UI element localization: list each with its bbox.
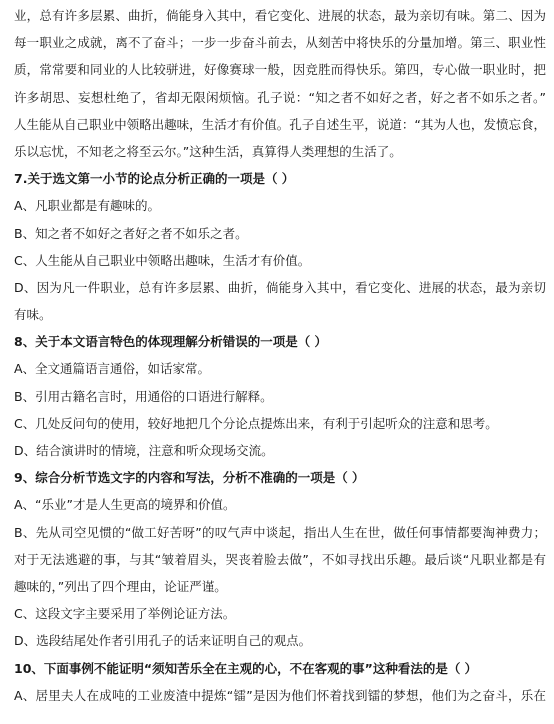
- option-b: B、知之者不如好之者好之者不如乐之者。: [14, 225, 248, 241]
- option-a: A、凡职业都是有趣味的。: [14, 198, 161, 214]
- passage-line: 每一职业之成就，离不了奋斗；一步一步奋斗前去，从刻苦中将快乐的分量加增。第三、职业性: [14, 35, 546, 51]
- question-7: [14, 165, 546, 328]
- passage-line: 许多胡思、妄想杜绝了，省却无限闲烦恼。孔子说：“知之者不如好之者，好之者不如乐之者。”: [14, 89, 546, 105]
- option-b: B、引用古籍名言时，用通俗的口语进行解释。: [14, 388, 273, 404]
- question-10: [14, 655, 546, 709]
- passage-line: 乐以忘忧，不知老之将至云尔。”这种生活，真算得人类理想的生活了。: [14, 143, 402, 159]
- question-title: 10、下面事例不能证明“须知苦乐全在主观的心，不在客观的事”这种看法的是（ ）: [14, 660, 478, 676]
- option-a: A、全文通篇语言通俗，如话家常。: [14, 361, 211, 377]
- passage-line: 质，常常要和同业的人比较骈进，好像赛球一般，因竞胜而得快乐。第四，专心做一职业时，把: [14, 62, 546, 78]
- option-c: C、几处反问句的使用，较好地把几个分论点提炼出来，有利于引起听众的注意和思考。: [14, 415, 498, 431]
- option-a: A、“乐业”才是人生更高的境界和价值。: [14, 497, 236, 513]
- option-b-cont: 趣味的，”列出了四个理由，论证严谨。: [14, 578, 227, 594]
- question-9: [14, 464, 546, 654]
- passage: [14, 2, 546, 165]
- option-b: B、先从司空见惯的“做工好苦呀”的叹气声中谈起，指出人生在世，做任何事情都要淘神费力；: [14, 524, 546, 540]
- question-title: 7.关于选文第一小节的论点分析正确的一项是（ ）: [14, 171, 295, 187]
- option-a: A、居里夫人在成吨的工业废渣中提炼“镭”是因为他们怀着找到镭的梦想，他们为之奋斗，乐在: [14, 687, 546, 703]
- option-d-cont: 有味。: [14, 307, 52, 323]
- option-d: D、选段结尾处作者引用孔子的话来证明自己的观点。: [14, 633, 312, 649]
- passage-line: 人生能从自己职业中领略出趣味，生活才有价值。孔子自述生平，说道：“其为人也，发愤忘食，: [14, 116, 546, 132]
- question-8: [14, 328, 546, 464]
- option-c: C、这段文字主要采用了举例论证方法。: [14, 606, 236, 622]
- question-title: 9、综合分析节选文字的内容和写法，分析不准确的一项是（ ）: [14, 470, 365, 486]
- option-d: D、结合演讲时的情境，注意和听众现场交流。: [14, 443, 274, 458]
- option-d: D、因为凡一件职业，总有许多层累、曲折，倘能身入其中，看它变化、进展的状态，最为亲切: [14, 279, 546, 295]
- passage-line: 业，总有许多层累、曲折，倘能身入其中，看它变化、进展的状态，最为亲切有味。第二、因为: [14, 8, 546, 23]
- option-c: C、人生能从自己职业中领略出趣味，生活才有价值。: [14, 252, 311, 268]
- question-title: 8、关于本文语言特色的体现理解分析错误的一项是（ ）: [14, 334, 328, 350]
- option-b-cont: 对于无法逃避的事，与其“皱着眉头，哭丧着脸去做”，不如寻找出乐趣。最后谈“凡职业都是有: [14, 551, 546, 567]
